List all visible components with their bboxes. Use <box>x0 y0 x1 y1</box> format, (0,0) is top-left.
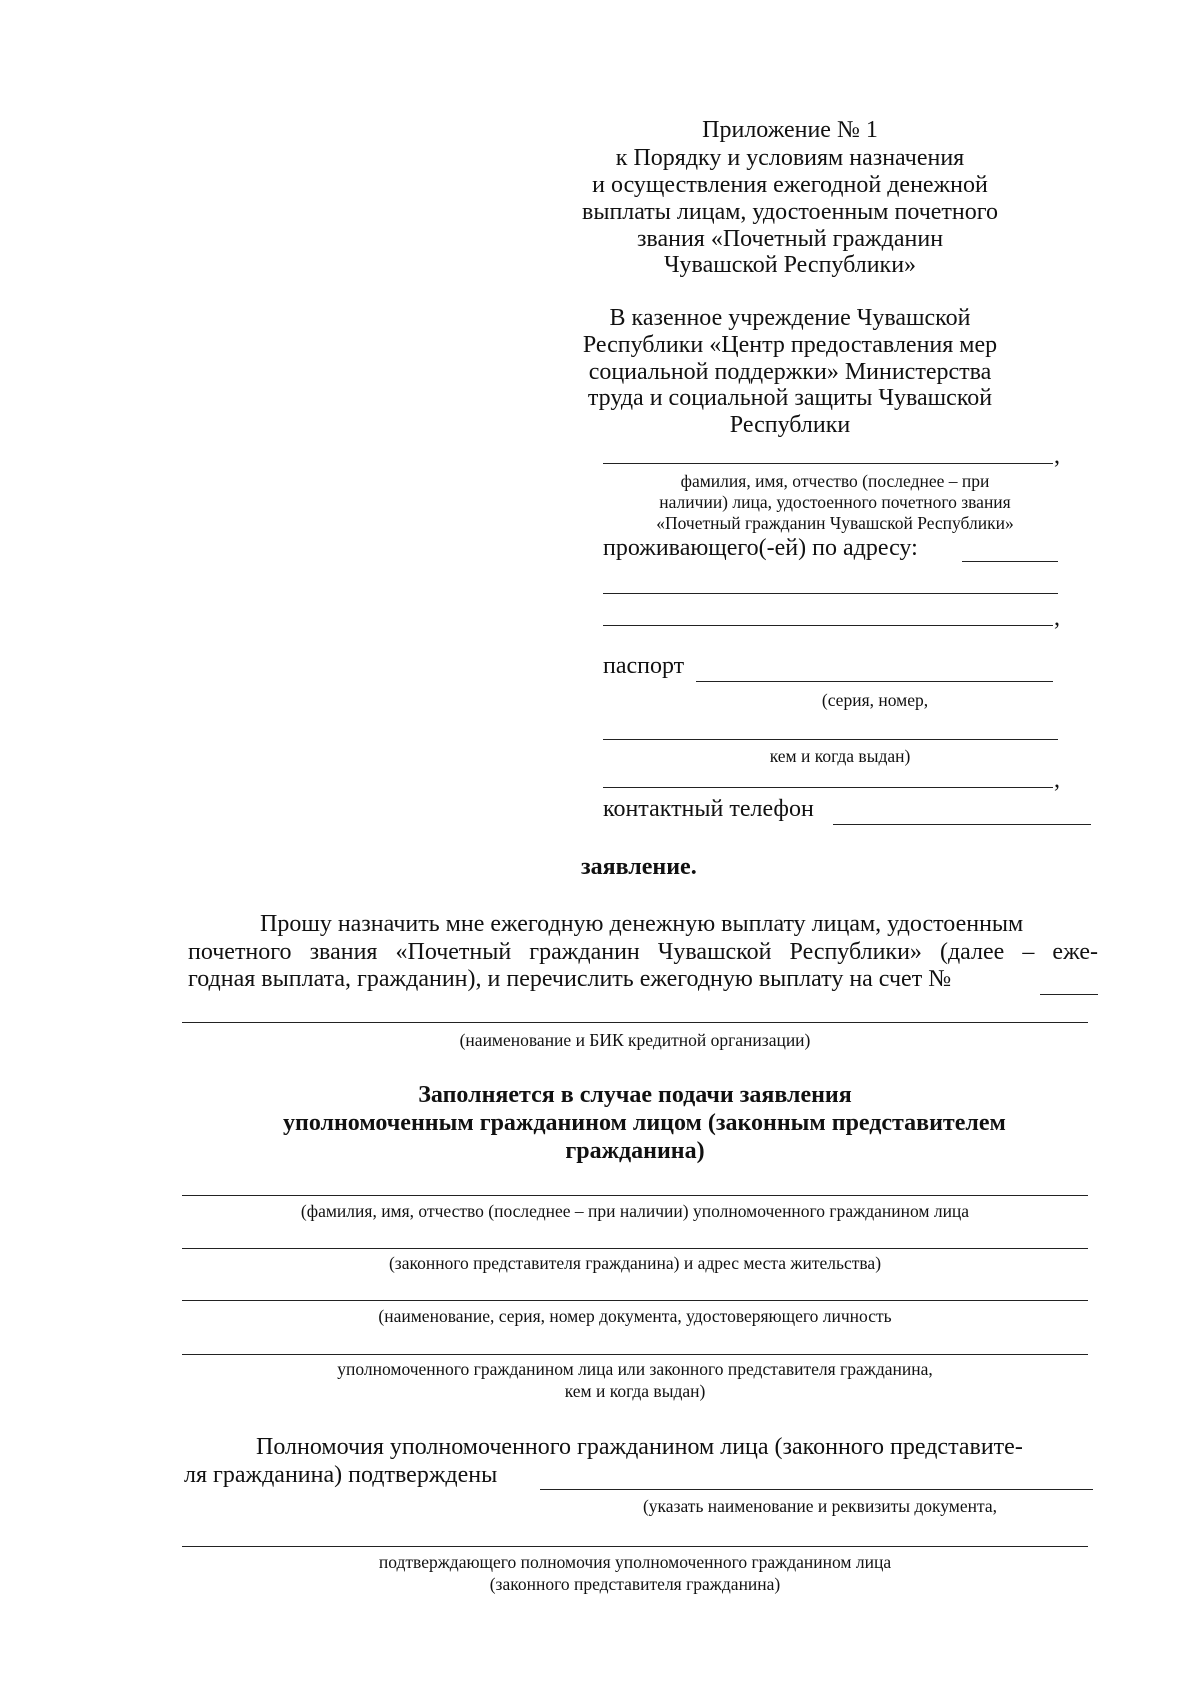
phone-field[interactable] <box>833 824 1091 825</box>
address-field[interactable] <box>962 561 1058 562</box>
appendix-line: Приложение № 1 <box>702 117 878 143</box>
representative-hint: кем и когда выдан) <box>564 1381 706 1401</box>
representative-document-field-line-2[interactable] <box>182 1354 1088 1355</box>
address-label: проживающего(-ей) по адресу: <box>603 535 918 561</box>
document-title: заявление. <box>581 854 697 880</box>
passport-label: паспорт <box>603 653 685 679</box>
powers-hint: (законного представителя гражданина) <box>489 1574 781 1594</box>
applicant-name-field[interactable] <box>603 463 1053 464</box>
addressee-line: В казенное учреждение Чувашской <box>609 305 971 331</box>
appendix-line: выплаты лицам, удостоенным почетного <box>581 199 998 225</box>
appendix-line: звания «Почетный гражданин <box>636 226 944 252</box>
passport-issued-field-line-2[interactable] <box>603 787 1053 788</box>
request-line: почетного звания «Почетный гражданин Чувашской Республики» (далее – еже- <box>188 939 1098 965</box>
powers-hint: подтверждающего полномочия уполномоченного гражданином лица <box>378 1552 892 1572</box>
representative-heading: уполномоченным гражданином лицом (законным представителем <box>283 1110 1006 1136</box>
powers-document-field[interactable] <box>540 1489 1093 1490</box>
comma: , <box>1054 605 1060 631</box>
account-number-field[interactable] <box>1040 994 1098 995</box>
representative-hint: (законного представителя гражданина) и адрес места жительства) <box>388 1253 882 1273</box>
appendix-line: Чувашской Республики» <box>663 252 917 278</box>
representative-hint: (наименование, серия, номер документа, удостоверяющего личность <box>378 1306 892 1326</box>
representative-heading: Заполняется в случае подачи заявления <box>418 1082 852 1108</box>
phone-label: контактный телефон <box>603 796 814 822</box>
addressee-line: Республики «Центр предоставления мер <box>582 332 998 358</box>
bank-hint: (наименование и БИК кредитной организации) <box>459 1030 811 1050</box>
applicant-name-hint: наличии) лица, удостоенного почетного звания <box>659 492 1011 512</box>
applicant-name-hint: «Почетный гражданин Чувашской Республики» <box>656 513 1014 533</box>
appendix-line: к Порядку и условиям назначения <box>615 145 965 171</box>
representative-name-field[interactable] <box>182 1195 1088 1196</box>
powers-document-field-line-2[interactable] <box>182 1546 1088 1547</box>
comma: , <box>1054 443 1060 469</box>
representative-heading: гражданина) <box>565 1138 705 1164</box>
representative-address-field[interactable] <box>182 1248 1088 1249</box>
passport-hint: (серия, номер, <box>821 690 929 710</box>
representative-document-field[interactable] <box>182 1300 1088 1301</box>
addressee-line: труда и социальной защиты Чувашской <box>587 385 993 411</box>
passport-issued-field[interactable] <box>603 739 1058 740</box>
addressee-line: социальной поддержки» Министерства <box>588 359 992 385</box>
passport-field[interactable] <box>696 681 1053 682</box>
representative-hint: уполномоченного гражданином лица или законного представителя гражданина, <box>337 1359 933 1379</box>
addressee-line: Республики <box>729 412 851 438</box>
appendix-line: и осуществления ежегодной денежной <box>592 172 988 198</box>
passport-hint: кем и когда выдан) <box>769 746 911 766</box>
powers-line: Полномочия уполномоченного гражданином лица (законного представите- <box>256 1434 1023 1460</box>
address-field-line-3[interactable] <box>603 625 1053 626</box>
powers-hint: (указать наименование и реквизиты документа, <box>642 1496 998 1516</box>
representative-hint: (фамилия, имя, отчество (последнее – при наличии) уполномоченного гражданином лица <box>300 1201 970 1221</box>
request-line: годная выплата, гражданин), и перечислить ежегодную выплату на счет № <box>188 966 952 992</box>
bank-field[interactable] <box>182 1022 1088 1023</box>
applicant-name-hint: фамилия, имя, отчество (последнее – при <box>680 471 990 491</box>
comma: , <box>1054 767 1060 793</box>
request-line: Прошу назначить мне ежегодную денежную выплату лицам, удостоенным <box>260 911 1024 937</box>
powers-line: ля гражданина) подтверждены <box>184 1462 498 1488</box>
address-field-line-2[interactable] <box>603 593 1058 594</box>
